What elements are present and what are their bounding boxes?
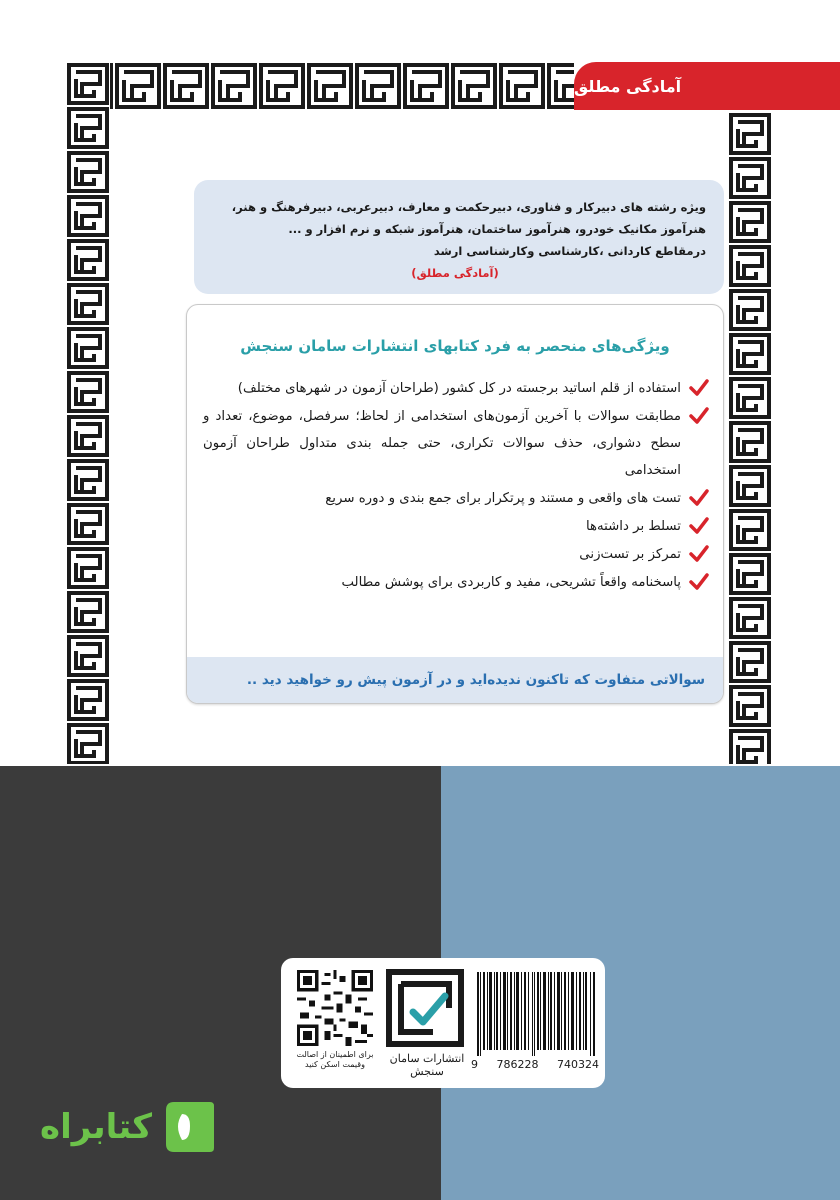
feature-item xyxy=(203,375,709,402)
isbn-digits xyxy=(471,1058,599,1071)
check-icon xyxy=(689,517,709,535)
isbn-group-1: 9 xyxy=(471,1058,478,1071)
check-icon xyxy=(689,407,709,425)
feature-text: تمرکز بر تست‌زنی xyxy=(579,547,681,562)
features-footer xyxy=(187,657,723,703)
series-tab xyxy=(574,62,840,110)
feature-item xyxy=(203,485,709,512)
features-heading: ویژگی‌های منحصر به فرد کتابهای انتشارات سامان سنجش xyxy=(240,337,670,355)
series-tab-label: آمادگی مطلق xyxy=(574,76,682,96)
book-logo-icon xyxy=(160,1096,218,1158)
feature-item xyxy=(203,513,709,540)
features-list xyxy=(187,375,723,596)
isbn-group-3: 740324 xyxy=(557,1058,599,1071)
barcode-card xyxy=(281,958,605,1088)
qr-caption-line-1: برای اطمینان از اصالت xyxy=(296,1050,374,1059)
feature-item xyxy=(203,569,709,596)
ketabrah-watermark xyxy=(40,1094,220,1160)
audience-line-3: درمقاطع کاردانی ،کارشناسی وکارشناسی ارشد xyxy=(433,244,706,258)
decorative-frame-top xyxy=(66,62,574,110)
qr-caption-line-2: وقیمت اسکن کنید xyxy=(305,1060,365,1069)
publisher-name: انتشارات سامان سنجش xyxy=(389,1052,465,1078)
check-icon xyxy=(689,489,709,507)
feature-item xyxy=(203,403,709,484)
audience-line-1: ویژه رشته های دبیرکار و فناوری، دبیرحکمت و معارف، دبیرعربی، دبیرفرهنگ و هنر، xyxy=(231,200,706,214)
features-panel xyxy=(186,304,724,704)
target-audience-box xyxy=(194,180,724,294)
features-footer-text: سوالاتی متفاوت که تاکنون ندیده‌اید و در آزمون پیش رو خواهید دید .. xyxy=(246,672,705,688)
qr-code-icon[interactable] xyxy=(297,970,373,1046)
check-icon xyxy=(689,545,709,563)
feature-item xyxy=(203,541,709,568)
publisher-logo-icon xyxy=(385,968,465,1048)
feature-text: تسلط بر داشته‌ها xyxy=(585,519,681,534)
audience-line-2: هنرآموز مکانیک خودرو، هنرآموز ساختمان، هنرآموز شبکه و نرم افزار و ... xyxy=(288,222,706,236)
isbn-group-2: 786228 xyxy=(496,1058,539,1071)
qr-caption xyxy=(289,1050,381,1070)
check-icon xyxy=(689,379,709,397)
feature-text: استفاده از قلم اساتید برجسته در کل کشور (طراحان آزمون در شهرهای مختلف) xyxy=(237,381,681,396)
decorative-frame-left xyxy=(66,62,110,764)
check-icon xyxy=(689,573,709,591)
feature-text: پاسخنامه واقعاً تشریحی، مفید و کاربردی برای پوشش مطالب xyxy=(341,575,681,590)
feature-text: تست های واقعی و مستند و پرتکرار برای جمع بندی و دوره سریع xyxy=(325,491,681,506)
audience-tagline: (آمادگی مطلق) xyxy=(411,266,499,280)
barcode-icon xyxy=(477,972,595,1056)
brand-name: کتابراه xyxy=(40,1107,153,1147)
decorative-frame-right xyxy=(728,112,772,764)
feature-text: مطابقت سوالات با آخرین آزمون‌های استخدامی از لحاظ؛ سرفصل، موضوع، تعداد و سطح دشواری، حذف سوالات تکراری، حتی جمله بندی متداول طراحان آزمون استخدامی xyxy=(203,409,681,478)
